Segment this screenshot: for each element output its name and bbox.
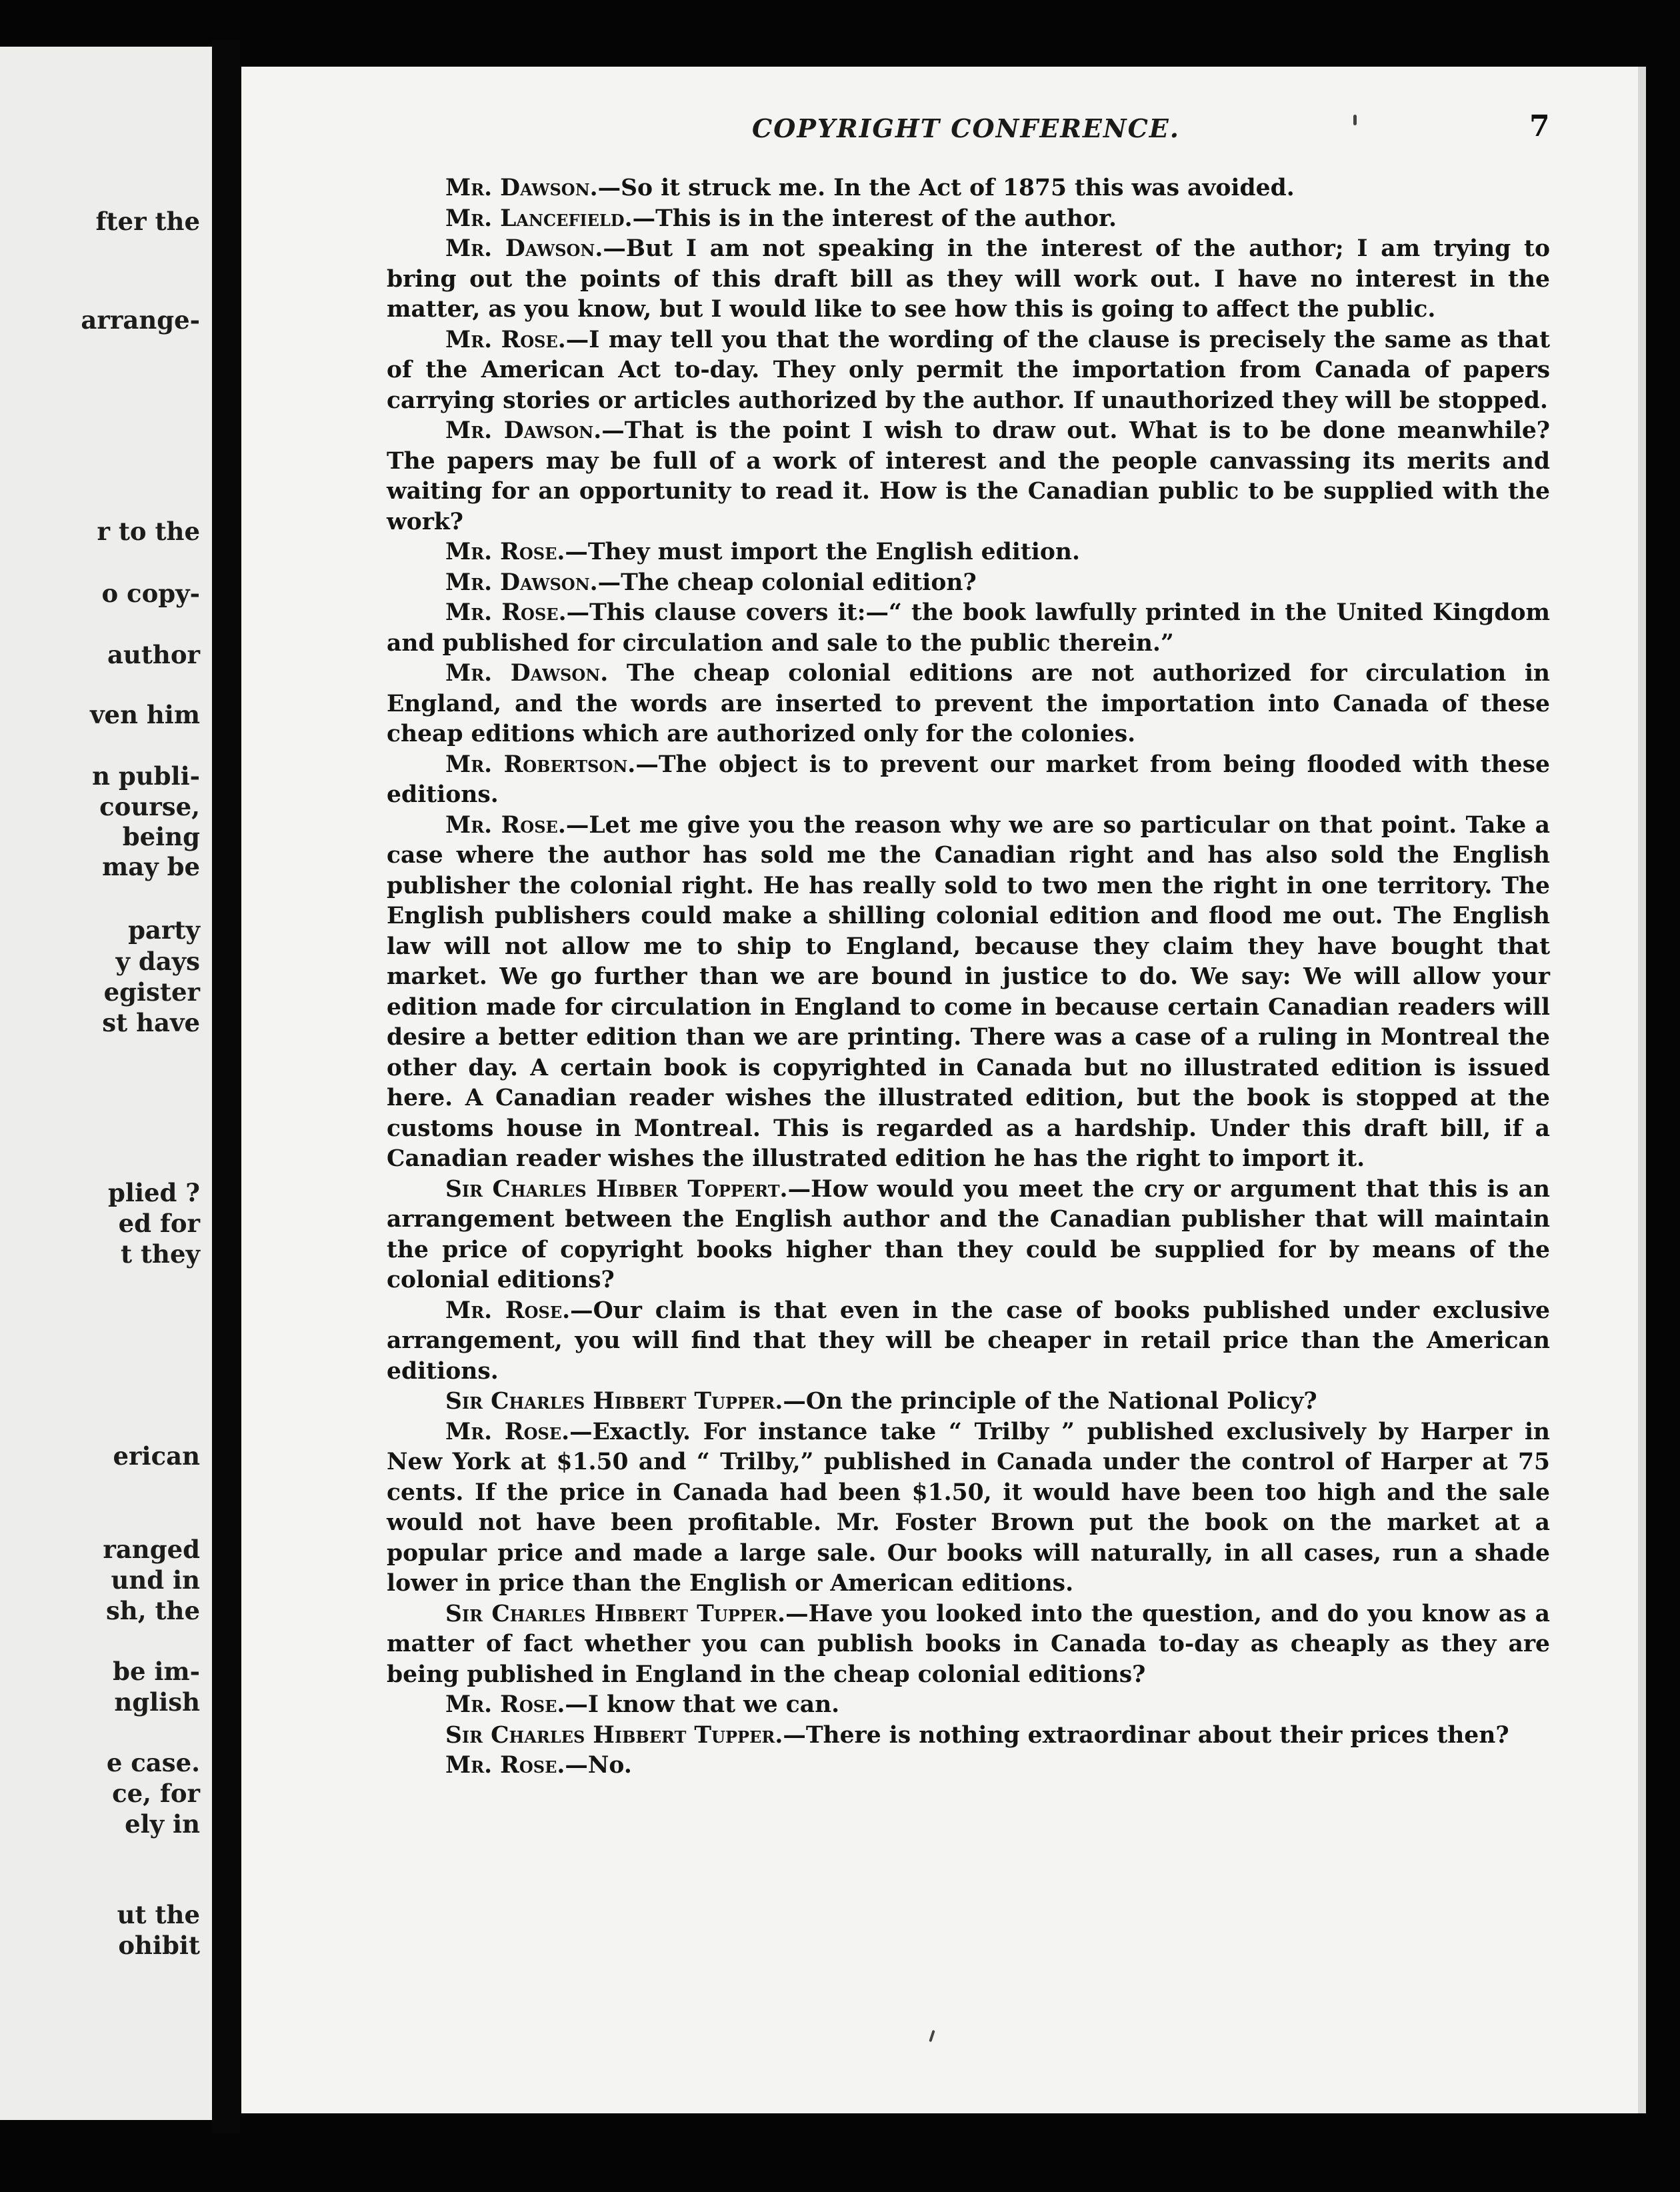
document-page — [241, 67, 1638, 2113]
paragraph — [387, 1690, 1550, 1721]
paragraph — [387, 598, 1550, 659]
paragraph — [387, 416, 1550, 537]
speaker-name: Mr. Dawson. — [445, 660, 609, 687]
paragraph-text: The cheap colonial editions are not authorized for circulation in England, and the words are inserted to prevent the importation into Canada of these cheap editions which are authorized only for the colonies. — [387, 660, 1551, 747]
facing-line: fter the — [95, 207, 200, 236]
speaker-name: Sir Charles Hibbert Tupper. — [445, 1388, 783, 1415]
facing-line: ely in — [125, 1809, 200, 1839]
facing-line: ut the — [117, 1900, 200, 1929]
paragraph — [387, 1387, 1550, 1417]
facing-line: ohibit — [118, 1931, 200, 1960]
paragraph-text: —No. — [565, 1752, 632, 1779]
facing-line: being — [122, 822, 200, 851]
paragraph — [387, 537, 1550, 568]
paragraph — [387, 1175, 1550, 1296]
transcript-body — [387, 173, 1550, 1781]
speaker-name: Mr. Dawson. — [445, 569, 598, 596]
facing-line: ce, for — [112, 1779, 200, 1808]
paragraph-text: —This is in the interest of the author. — [632, 205, 1117, 232]
facing-line: erican — [113, 1441, 200, 1471]
facing-line: st have — [102, 1008, 200, 1037]
facing-line: t they — [120, 1239, 200, 1269]
paragraph-text: —The cheap colonial edition? — [597, 569, 977, 596]
paragraph — [387, 325, 1550, 417]
paragraph — [387, 1417, 1550, 1599]
page-number: 7 — [1529, 109, 1550, 143]
facing-line: ranged — [103, 1535, 200, 1564]
paragraph-text: —There is nothing extraordinar about their prices then? — [783, 1721, 1509, 1749]
paragraph-text: —I may tell you that the wording of the clause is precisely the same as that of the American Act to-day. They only permit the importation from Canada of papers carrying stories or articles authorized by the author. If unauthorized they will be stopped. — [387, 326, 1551, 414]
paragraph-text: —Exactly. For instance take “ Trilby ” published exclusively by Harper in New York at $1.50 and “ Trilby,” published in Canada under the control of Harper at 75 cents. If the price in Canada had been $1.50, it would have been too high and the sale would not have been profitable. Mr. Foster Brown put the book on the market at a popular price and made a large sale. Our books will naturally, in all cases, run a shade lower in price than the English or American editions. — [387, 1418, 1551, 1597]
speaker-name: Mr. Lancefield. — [445, 205, 633, 232]
speaker-name: Sir Charles Hibbert Tupper. — [445, 1600, 786, 1627]
facing-line: be im- — [113, 1657, 200, 1686]
facing-line: egister — [103, 977, 200, 1007]
paragraph-text: —But I am not speaking in the interest of the author; I am trying to bring out the points of this draft bill as they will work out. I have no interest in the matter, as you know, but I would like to see how this is going to affect the public. — [387, 235, 1551, 323]
paragraph-text: —That is the point I wish to draw out. What is to be done meanwhile? The papers may be full of a work of interest and the people canvassing its merits and waiting for an opportunity to read it. How is the Canadian public to be supplied with the work? — [387, 417, 1551, 535]
facing-line: y days — [115, 947, 200, 976]
paragraph-text: —Our claim is that even in the case of books published under exclusive arrangement, you will find that they will be cheaper in retail price than the American editions. — [387, 1297, 1550, 1385]
paragraph-text: —The object is to prevent our market from being flooded with these editions. — [387, 751, 1551, 808]
facing-line: r to the — [97, 517, 200, 546]
facing-line: sh, the — [105, 1596, 200, 1625]
paragraph-text: —Have you looked into the question, and do you know as a matter of fact whether you can publish books in Canada to-day as cheaply as they are being published in England in the cheap colonial editions? — [387, 1600, 1551, 1688]
paragraph — [387, 234, 1550, 325]
paragraph — [387, 811, 1550, 1175]
paragraph — [387, 568, 1550, 599]
paragraph-text: —On the principle of the National Policy? — [783, 1388, 1317, 1415]
paragraph — [387, 1296, 1550, 1387]
running-title: COPYRIGHT CONFERENCE. — [752, 113, 1181, 143]
running-head — [241, 109, 1638, 153]
page-edge — [1638, 67, 1646, 2113]
speaker-name: Mr. Robertson. — [445, 751, 636, 778]
facing-page-fragment — [0, 47, 212, 2120]
speaker-name: Mr. Rose. — [445, 326, 566, 353]
paragraph-text: —So it struck me. In the Act of 1875 this was avoided. — [597, 175, 1295, 201]
paragraph — [387, 750, 1550, 811]
facing-line: nglish — [114, 1687, 200, 1717]
speaker-name: Mr. Dawson. — [445, 175, 598, 201]
facing-line: arrange- — [81, 305, 200, 335]
facing-line: plied ? — [108, 1178, 200, 1207]
print-speck — [929, 2030, 935, 2042]
speaker-name: Mr. Rose. — [445, 599, 567, 626]
facing-line: party — [128, 915, 200, 945]
paragraph — [387, 1599, 1550, 1691]
facing-line: ed for — [118, 1209, 200, 1238]
paragraph — [387, 1721, 1550, 1751]
speaker-name: Mr. Rose. — [445, 539, 565, 565]
speaker-name: Mr. Rose. — [445, 1752, 565, 1779]
speaker-name: Mr. Dawson. — [445, 235, 603, 262]
paragraph-text: —How would you meet the cry or argument that this is an arrangement between the English author and the Canadian publisher that will maintain the price of copyright books higher than they could be supplied for by means of the colonial editions? — [387, 1175, 1550, 1293]
facing-line: author — [107, 640, 200, 669]
speaker-name: Sir Charles Hibbert Tupper. — [445, 1721, 783, 1749]
paragraph — [387, 204, 1550, 235]
paragraph — [387, 173, 1550, 204]
speaker-name: Mr. Rose. — [445, 1418, 570, 1445]
paragraph — [387, 659, 1550, 750]
paragraph — [387, 1751, 1550, 1781]
facing-line: o copy- — [101, 579, 200, 608]
paragraph-text: —Let me give you the reason why we are so particular on that point. Take a case where the author has sold me the Canadian right and has also sold the English publisher the colonial right. He has really sold to two men the right in one territory. The English publishers could make a shilling colonial edition and flood me out. The English law will not allow me to ship to England, because they claim they have bought that market. We go further than we are bound in justice to do. We say: We will allow your edition made for circulation in England to come in because certain Canadian readers will desire a better edition than we are printing. There was a case of a ruling in Montreal the other day. A certain book is copyrighted in Canada but no illustrated edition is issued here. A Canadian reader wishes the illustrated edition, but the book is stopped at the customs house in Montreal. This is regarded as a hardship. Under this draft bill, if a Canadian reader wishes the illustrated edition he has the right to import it. — [387, 811, 1550, 1172]
paragraph-text: —This clause covers it:—“ the book lawfully printed in the United Kingdom and published for circulation and sale to the public therein.” — [387, 599, 1550, 657]
speaker-name: Mr. Rose. — [445, 1691, 565, 1718]
speaker-name: Sir Charles Hibber Toppert. — [445, 1175, 788, 1203]
facing-line: e case. — [106, 1748, 200, 1777]
book-gutter — [212, 40, 240, 2133]
paragraph-text: —They must import the English edition. — [565, 539, 1081, 565]
facing-line: und in — [111, 1565, 200, 1595]
print-speck — [1353, 115, 1357, 125]
facing-line: n publi- — [92, 761, 200, 791]
speaker-name: Mr. Rose. — [445, 811, 566, 839]
facing-line: course, — [99, 792, 200, 821]
paragraph-text: —I know that we can. — [565, 1691, 840, 1718]
speaker-name: Mr. Dawson. — [445, 417, 602, 444]
facing-line: may be — [102, 852, 200, 881]
speaker-name: Mr. Rose. — [445, 1297, 571, 1324]
facing-line: ven him — [90, 700, 200, 729]
